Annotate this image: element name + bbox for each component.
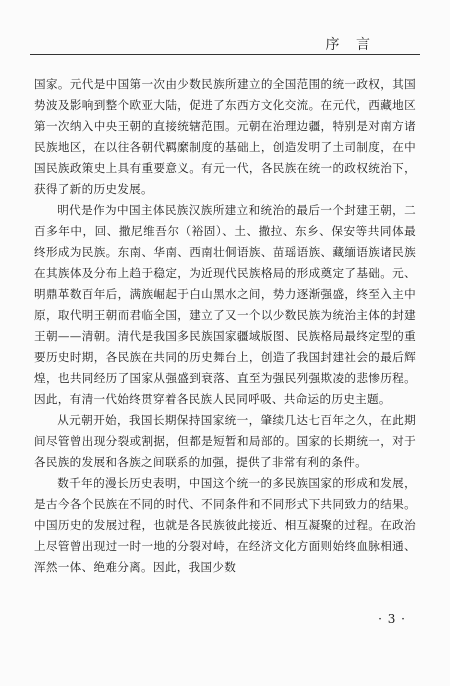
page-number: · 3 · (378, 612, 406, 626)
paragraph-2: 明代是作为中国主体民族汉族所建立和统治的最后一个封建王朝，二百多年中，回、撒尼维吾尔（裕固）、土、撒拉、东乡、保安等共同体最终形成为民族。东南、华南、西南壮侗语族、苗瑶语族、藏缅语族诸民族在其族体及分布上趋于稳定，为近现代民族格局的形成奠定了基础。元、明鼎革数百年后，满族崛起于白山黑水之间，势力逐渐强盛，终至入主中原，取代明王朝而君临全国，建立了又一个以少数民族为统治主体的封建王朝——清朝。清代是我国多民族国家疆域版图、民族格局最终定型的重要历史时期，各民族在共同的历史舞台上，创造了我国封建社会的最后辉煌，也共同经历了国家从强盛到衰落、直至为强民列强欺凌的悲惨历程。因此，有清一代始终贯穿着各民族人民同呼吸、共命运的历史主题。 (34, 203, 416, 406)
running-head: 序 言 (325, 37, 376, 53)
page-header (30, 28, 420, 56)
body-text (34, 74, 416, 578)
paragraph-4: 数千年的漫长历史表明，中国这个统一的多民族国家的形成和发展，是古今各个民族在不同的时代、不同条件和不同形式下共同致力的结果。中国历史的发展过程，也就是各民族彼此接近、相互凝聚的过程。在政治上尽管曾出现过一时一地的分裂对峙，在经济文化方面则始终血脉相通、浑然一体、绝难分离。因此，我国少数 (34, 476, 416, 574)
paragraph-1: 国家。元代是中国第一次由少数民族所建立的全国范围的统一政权，其国势波及影响到整个欧亚大陆，促进了东西方文化交流。在元代，西藏地区第一次纳入中央王朝的直接统辖范围。元朝在治理边疆，特别是对南方诸民族地区，在以往各朝代羁縻制度的基础上，创造发明了土司制度，在中国民族政策史上具有重要意义。有元一代，各民族在统一的政权统治下，获得了新的历史发展。 (34, 77, 416, 196)
paragraph-3: 从元朝开始，我国长期保持国家统一，肇续几达七百年之久，在此期间尽管曾出现分裂或割据，但都是短暂和局部的。国家的长期统一，对于各民族的发展和各族之间联系的加强，提供了非常有利的条件。 (34, 413, 416, 469)
header-rule (30, 54, 420, 55)
